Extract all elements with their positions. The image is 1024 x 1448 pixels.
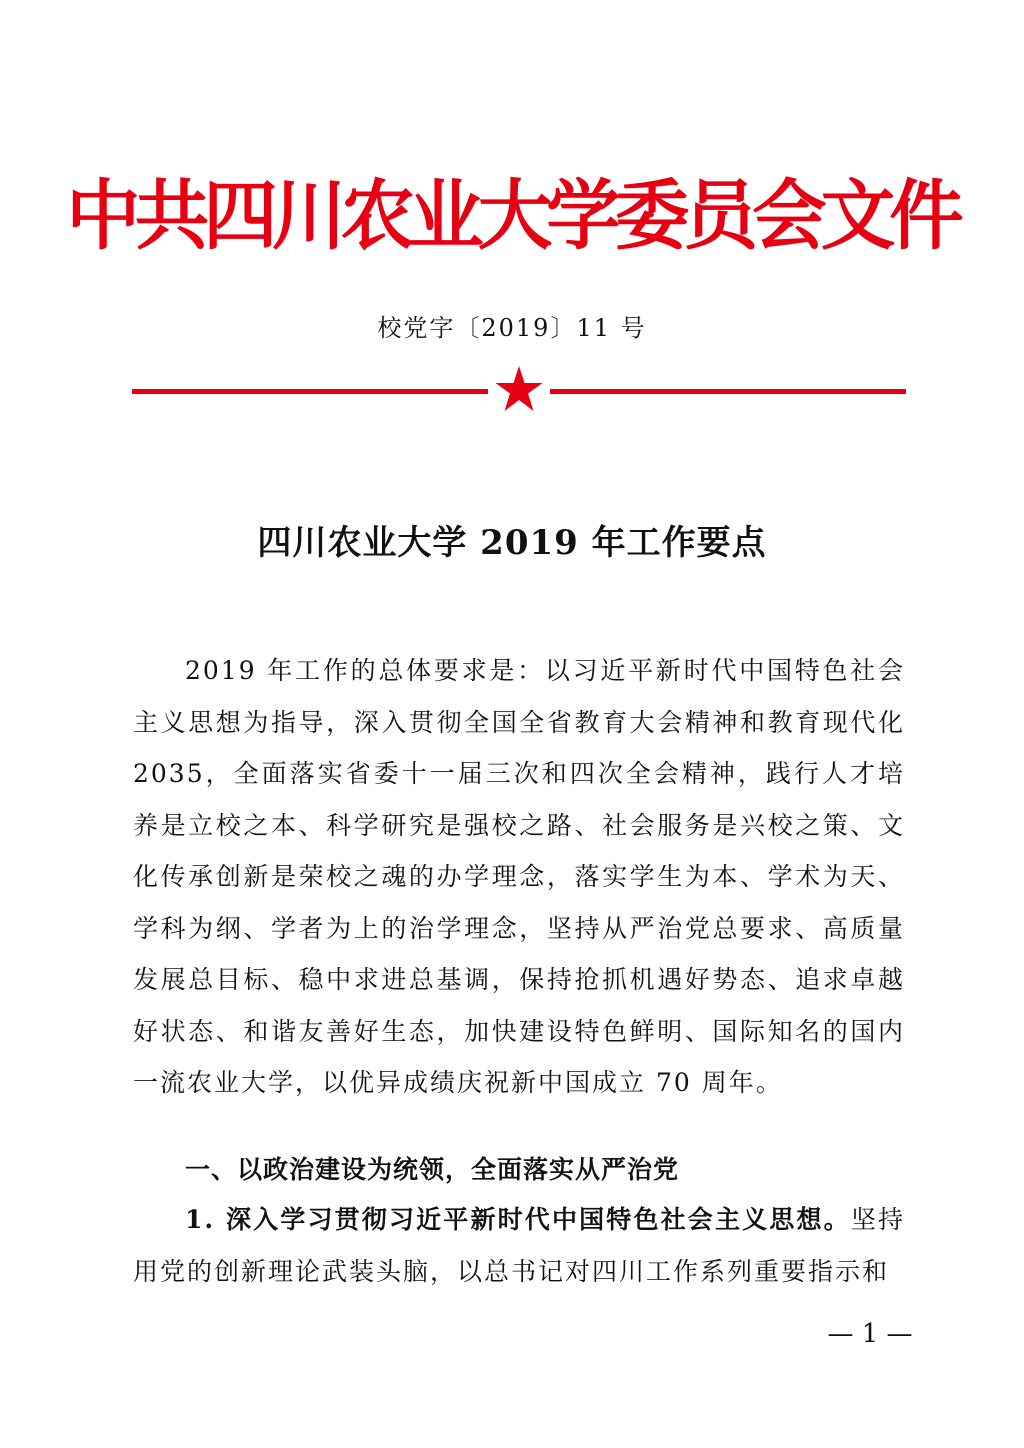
item-1-lead: 1. 深入学习贯彻习近平新时代中国特色社会主义思想。: [185, 1205, 851, 1234]
item-1-text: 坚持用党的创新理论武装头脑，以总书记对四川工作系列重要指示和: [133, 1205, 905, 1286]
red-divider-right: [550, 389, 906, 394]
page-number: — 1 —: [827, 1319, 913, 1349]
document-header-title: 中共四川农业大学委员会文件: [66, 171, 958, 260]
red-divider-left: [132, 389, 488, 394]
item-1-paragraph: [133, 1194, 905, 1297]
document-number: 校党字〔2019〕11 号: [377, 314, 647, 342]
section-heading-1: 一、以政治建设为统领，全面落实从严治党: [185, 1155, 680, 1184]
intro-paragraph: 2019 年工作的总体要求是：以习近平新时代中国特色社会主义思想为指导，深入贯彻全国全省教育大会精神和教育现代化 2035，全面落实省委十一届三次和四次全会精神，践行人才培养是立校之本、科学研究是强校之路、社会服务是兴校之策、文化传承创新是荣校之魂的办学理念，落实学生为本、学术为天、学科为纲、学者为上的治学理念，坚持从严治党总要求、高质量发展总目标、稳中求进总基调，保持抢抓机遇好势态、追求卓越好状态、和谐友善好生态，加快建设特色鲜明、国际知名的国内一流农业大学，以优异成绩庆祝新中国成立 70 周年。: [133, 656, 905, 1097]
red-star-icon: [494, 364, 544, 414]
document-title: 四川农业大学 2019 年工作要点: [257, 523, 767, 563]
